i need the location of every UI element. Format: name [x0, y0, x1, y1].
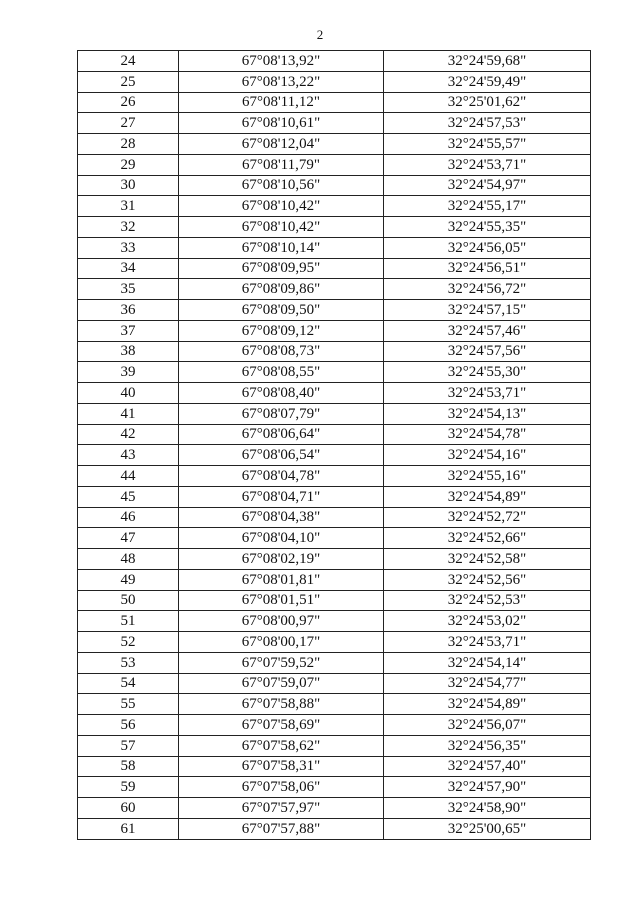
longitude-cell: 32°24'54,89"	[384, 486, 591, 507]
latitude-cell: 67°08'06,54"	[179, 445, 384, 466]
longitude-cell: 32°24'53,71"	[384, 632, 591, 653]
coordinates-table	[77, 50, 591, 840]
table-row	[78, 403, 591, 424]
point-number-cell: 27	[78, 113, 179, 134]
point-number-cell: 53	[78, 652, 179, 673]
table-row	[78, 217, 591, 238]
page-number: 2	[316, 27, 324, 42]
latitude-cell: 67°08'11,12"	[179, 92, 384, 113]
latitude-cell: 67°08'00,97"	[179, 611, 384, 632]
table-row	[78, 507, 591, 528]
latitude-cell: 67°08'10,56"	[179, 175, 384, 196]
point-number-cell: 43	[78, 445, 179, 466]
longitude-cell: 32°24'57,40"	[384, 756, 591, 777]
table-row	[78, 175, 591, 196]
latitude-cell: 67°07'59,07"	[179, 673, 384, 694]
longitude-cell: 32°24'54,89"	[384, 694, 591, 715]
longitude-cell: 32°24'55,57"	[384, 134, 591, 155]
table-row	[78, 196, 591, 217]
table-row	[78, 798, 591, 819]
longitude-cell: 32°24'55,30"	[384, 362, 591, 383]
point-number-cell: 37	[78, 320, 179, 341]
latitude-cell: 67°08'04,10"	[179, 528, 384, 549]
point-number-cell: 46	[78, 507, 179, 528]
longitude-cell: 32°24'59,68"	[384, 51, 591, 72]
latitude-cell: 67°07'59,52"	[179, 652, 384, 673]
longitude-cell: 32°24'56,72"	[384, 279, 591, 300]
table-row	[78, 818, 591, 839]
latitude-cell: 67°07'58,62"	[179, 735, 384, 756]
latitude-cell: 67°08'04,71"	[179, 486, 384, 507]
latitude-cell: 67°08'10,42"	[179, 217, 384, 238]
longitude-cell: 32°24'52,66"	[384, 528, 591, 549]
longitude-cell: 32°24'56,35"	[384, 735, 591, 756]
table-row	[78, 154, 591, 175]
point-number-cell: 33	[78, 237, 179, 258]
point-number-cell: 32	[78, 217, 179, 238]
longitude-cell: 32°24'59,49"	[384, 71, 591, 92]
longitude-cell: 32°24'53,71"	[384, 383, 591, 404]
table-row	[78, 341, 591, 362]
latitude-cell: 67°08'08,55"	[179, 362, 384, 383]
latitude-cell: 67°08'11,79"	[179, 154, 384, 175]
longitude-cell: 32°24'57,53"	[384, 113, 591, 134]
latitude-cell: 67°08'01,51"	[179, 590, 384, 611]
table-row	[78, 237, 591, 258]
table-row	[78, 549, 591, 570]
latitude-cell: 67°08'02,19"	[179, 549, 384, 570]
latitude-cell: 67°08'07,79"	[179, 403, 384, 424]
longitude-cell: 32°24'54,97"	[384, 175, 591, 196]
longitude-cell: 32°24'52,53"	[384, 590, 591, 611]
latitude-cell: 67°08'09,95"	[179, 258, 384, 279]
latitude-cell: 67°08'04,38"	[179, 507, 384, 528]
point-number-cell: 41	[78, 403, 179, 424]
point-number-cell: 30	[78, 175, 179, 196]
table-row	[78, 486, 591, 507]
latitude-cell: 67°08'09,86"	[179, 279, 384, 300]
longitude-cell: 32°24'52,58"	[384, 549, 591, 570]
longitude-cell: 32°24'55,16"	[384, 466, 591, 487]
table-row	[78, 673, 591, 694]
table-row	[78, 320, 591, 341]
point-number-cell: 52	[78, 632, 179, 653]
point-number-cell: 24	[78, 51, 179, 72]
point-number-cell: 56	[78, 715, 179, 736]
longitude-cell: 32°24'56,07"	[384, 715, 591, 736]
table-row	[78, 279, 591, 300]
table-row	[78, 715, 591, 736]
longitude-cell: 32°24'57,56"	[384, 341, 591, 362]
table-row	[78, 694, 591, 715]
latitude-cell: 67°08'10,61"	[179, 113, 384, 134]
latitude-cell: 67°08'01,81"	[179, 569, 384, 590]
table-row	[78, 652, 591, 673]
longitude-cell: 32°24'55,35"	[384, 217, 591, 238]
table-row	[78, 134, 591, 155]
latitude-cell: 67°07'58,69"	[179, 715, 384, 736]
longitude-cell: 32°24'54,16"	[384, 445, 591, 466]
point-number-cell: 31	[78, 196, 179, 217]
point-number-cell: 26	[78, 92, 179, 113]
table-row	[78, 528, 591, 549]
latitude-cell: 67°08'00,17"	[179, 632, 384, 653]
table-row	[78, 300, 591, 321]
table-row	[78, 258, 591, 279]
latitude-cell: 67°08'08,73"	[179, 341, 384, 362]
longitude-cell: 32°24'52,72"	[384, 507, 591, 528]
table-row	[78, 71, 591, 92]
latitude-cell: 67°08'13,22"	[179, 71, 384, 92]
point-number-cell: 34	[78, 258, 179, 279]
latitude-cell: 67°08'06,64"	[179, 424, 384, 445]
point-number-cell: 61	[78, 818, 179, 839]
longitude-cell: 32°24'57,90"	[384, 777, 591, 798]
longitude-cell: 32°24'56,51"	[384, 258, 591, 279]
point-number-cell: 58	[78, 756, 179, 777]
point-number-cell: 49	[78, 569, 179, 590]
longitude-cell: 32°24'57,15"	[384, 300, 591, 321]
table-row	[78, 51, 591, 72]
longitude-cell: 32°24'53,71"	[384, 154, 591, 175]
point-number-cell: 45	[78, 486, 179, 507]
table-row	[78, 92, 591, 113]
longitude-cell: 32°24'56,05"	[384, 237, 591, 258]
point-number-cell: 40	[78, 383, 179, 404]
table-row	[78, 113, 591, 134]
point-number-cell: 57	[78, 735, 179, 756]
latitude-cell: 67°07'57,88"	[179, 818, 384, 839]
point-number-cell: 54	[78, 673, 179, 694]
latitude-cell: 67°08'12,04"	[179, 134, 384, 155]
point-number-cell: 59	[78, 777, 179, 798]
latitude-cell: 67°08'13,92"	[179, 51, 384, 72]
latitude-cell: 67°08'08,40"	[179, 383, 384, 404]
longitude-cell: 32°24'54,13"	[384, 403, 591, 424]
point-number-cell: 47	[78, 528, 179, 549]
point-number-cell: 35	[78, 279, 179, 300]
longitude-cell: 32°24'54,14"	[384, 652, 591, 673]
table-row	[78, 362, 591, 383]
latitude-cell: 67°08'09,12"	[179, 320, 384, 341]
latitude-cell: 67°08'09,50"	[179, 300, 384, 321]
point-number-cell: 28	[78, 134, 179, 155]
table-row	[78, 590, 591, 611]
point-number-cell: 44	[78, 466, 179, 487]
point-number-cell: 39	[78, 362, 179, 383]
table-row	[78, 466, 591, 487]
latitude-cell: 67°07'58,88"	[179, 694, 384, 715]
longitude-cell: 32°24'54,78"	[384, 424, 591, 445]
point-number-cell: 48	[78, 549, 179, 570]
point-number-cell: 29	[78, 154, 179, 175]
latitude-cell: 67°07'57,97"	[179, 798, 384, 819]
point-number-cell: 60	[78, 798, 179, 819]
longitude-cell: 32°24'53,02"	[384, 611, 591, 632]
longitude-cell: 32°25'01,62"	[384, 92, 591, 113]
point-number-cell: 38	[78, 341, 179, 362]
longitude-cell: 32°24'57,46"	[384, 320, 591, 341]
table-row	[78, 756, 591, 777]
latitude-cell: 67°07'58,06"	[179, 777, 384, 798]
table-row	[78, 611, 591, 632]
latitude-cell: 67°08'04,78"	[179, 466, 384, 487]
table-row	[78, 735, 591, 756]
latitude-cell: 67°07'58,31"	[179, 756, 384, 777]
longitude-cell: 32°24'55,17"	[384, 196, 591, 217]
longitude-cell: 32°24'52,56"	[384, 569, 591, 590]
longitude-cell: 32°24'58,90"	[384, 798, 591, 819]
table-row	[78, 383, 591, 404]
point-number-cell: 25	[78, 71, 179, 92]
point-number-cell: 42	[78, 424, 179, 445]
point-number-cell: 51	[78, 611, 179, 632]
table-row	[78, 445, 591, 466]
point-number-cell: 55	[78, 694, 179, 715]
table-row	[78, 632, 591, 653]
table-row	[78, 569, 591, 590]
latitude-cell: 67°08'10,42"	[179, 196, 384, 217]
table-row	[78, 424, 591, 445]
longitude-cell: 32°25'00,65"	[384, 818, 591, 839]
point-number-cell: 50	[78, 590, 179, 611]
longitude-cell: 32°24'54,77"	[384, 673, 591, 694]
coordinates-table-body	[78, 51, 591, 840]
table-row	[78, 777, 591, 798]
latitude-cell: 67°08'10,14"	[179, 237, 384, 258]
point-number-cell: 36	[78, 300, 179, 321]
